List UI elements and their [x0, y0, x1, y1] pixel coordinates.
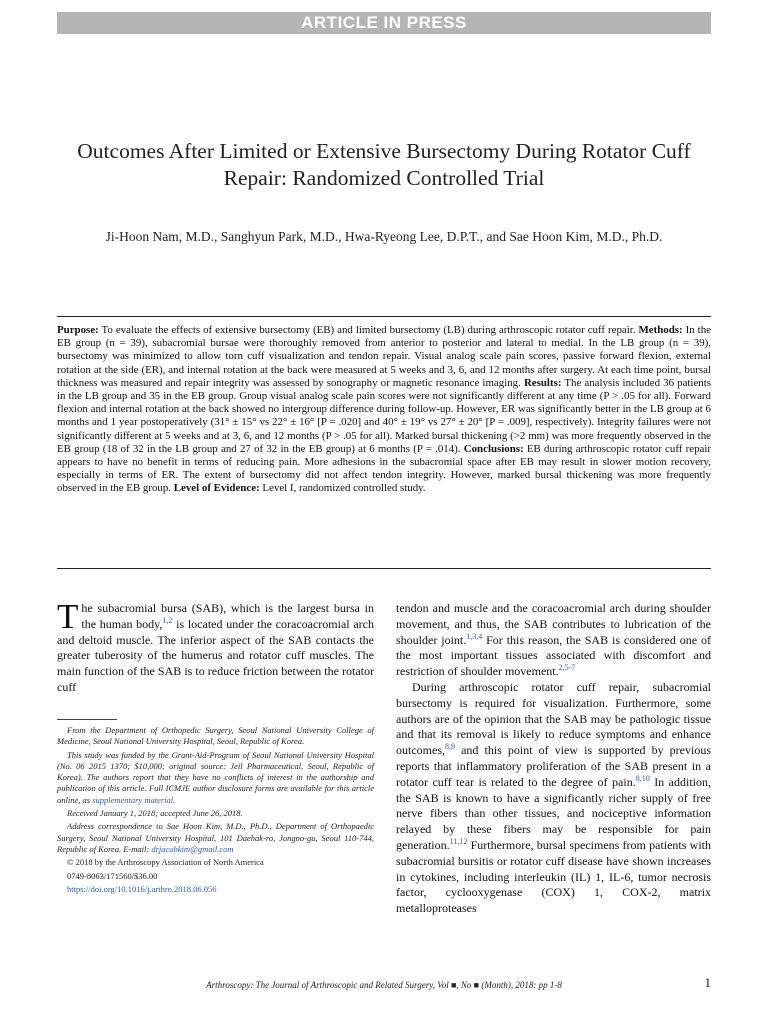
issn-note: 0749-8063/171560/$36.00 — [67, 870, 158, 881]
received-note: Received January 1, 2018; accepted June 26, 2018. — [67, 808, 243, 819]
citation-link[interactable]: 1,3,4 — [466, 631, 483, 641]
purpose-text: To evaluate the effects of extensive bursectomy (EB) and limited bursectomy (LB) during arthroscopic rotator cuff repair. — [101, 324, 636, 336]
journal-footer: Arthroscopy: The Journal of Arthroscopic and Related Surgery, Vol ■, No ■ (Month), 2018: pp 1-8 — [206, 980, 562, 990]
abstract-bottom-rule — [57, 568, 711, 569]
author-list: Ji-Hoon Nam, M.D., Sanghyun Park, M.D., Hwa-Ryeong Lee, D.P.T., and Sae Hoon Kim, M.D., Ph.D. — [105, 229, 663, 244]
citation-link[interactable]: 8,9 — [445, 742, 455, 752]
citation-link[interactable]: 8,10 — [635, 773, 650, 783]
methods-text: In the EB group (n = 39), subacromial bursae were thoroughly removed from anterior to posterior and lateral to medial. In the LB group (n = 39), bursectomy was minimized to allow torn cuff visualization and tendon repair. Visual analog scale pain scores, passive forward flexion, external rotation at the side (ER), and internal rotation at the back were measured at 5 weeks and 3, 6, and 12 months after surgery. At each time point, bursal thickness was measured and repair integrity was assessed by sonography or magnetic resonance imaging. — [57, 324, 711, 389]
body-text: For this reason, the SAB is considered one of the most important tissues associated with discomfort and restriction of shoulder movement. — [396, 632, 711, 679]
level-text: Level I, randomized controlled study. — [262, 482, 426, 495]
conclusions-label: Conclusions: — [463, 442, 524, 455]
funding-text: This study was funded by the Grant-Aid-Program of Seoul National University Hospital (No. 06 2015 1370; $10,000; original source: Jeil Pharmaceutical, Seoul, Republic of Korea). The authors report that they have no conflicts of interest in the authorship and publication of this article. Full ICMJE author disclosure forms are available for this article online, as — [57, 749, 374, 805]
funding-note — [57, 750, 374, 806]
footnote-rule — [57, 719, 117, 720]
purpose-label: Purpose: — [57, 324, 99, 336]
body-text: he subacromial bursa (SAB), which is the largest bursa in the human body, — [81, 601, 374, 631]
level-label: Level of Evidence: — [173, 482, 260, 495]
body-column-left — [57, 597, 374, 696]
affiliation-note: From the Department of Orthopedic Surgery, Seoul National University College of Medicine, Seoul National University Hospital, Seoul, Republic of Korea. — [57, 725, 374, 747]
intro-paragraph-1 — [57, 597, 374, 696]
footnotes — [57, 725, 374, 897]
drop-cap: T — [57, 597, 79, 636]
body-text: and this point of view is supported by previous reports that inflammatory proliferation of the SAB present in a rotator cuff tear is related to the degree of pain. — [396, 743, 711, 789]
results-text: The analysis included 36 patients in the LB group and 35 in the EB group. Group visual analog scale pain scores were not significantly different at any time (P > .05 for all). Forward flexion and internal rotation at the back showed no intergroup difference during follow-up. However, ER was significantly better in the LB group at 6 months and 1 year postoperatively (31° ± 15° vs 22° ± 16° [P = .020] and 40° ± 19° vs 27° ± 20° [P = .009], respectively). Integrity failures were not significantly different at 5 weeks and at 3, 6, and 12 months (P > .05 for all). Marked bursal thickening (>2 mm) was more frequently observed in the EB group (18 of 32 in the LB group and 27 of 32 in the EB group) at 6 months (P = .014). — [57, 376, 711, 455]
address-text: Address correspondence to Sae Hoon Kim, M.D., Ph.D., Department of Orthopaedic Surgery, Seoul National University Hospital, 101 Daehak-ro, Jongno-gu, Seoul 110-744, Republic of Korea. E-mail: — [57, 821, 374, 854]
doi-link[interactable]: https://doi.org/10.1016/j.arthro.2018.06.056 — [67, 883, 217, 894]
intro-paragraph-1-continued — [396, 601, 711, 680]
citation-link[interactable]: 11,12 — [449, 836, 468, 846]
body-text: In addition, the SAB is known to have a significantly richer supply of free nerve fibers than other tissues, and nociceptive information relayed by these fibers may be responsible for pain generation. — [396, 774, 711, 852]
citation-link[interactable]: 1,2 — [162, 615, 173, 625]
body-text: During arthroscopic rotator cuff repair, subacromial bursectomy is required for visualization. Furthermore, some authors are of the opinion that the SAB may be pathologic tissue and that its removal is likely to reduce symptoms and enhance outcomes, — [396, 679, 711, 758]
address-note — [57, 821, 374, 855]
email-link[interactable]: drjacobkim@gmail.com — [151, 843, 234, 854]
page-number: 1 — [704, 975, 711, 990]
abstract — [57, 324, 711, 496]
conclusions-text: EB during arthroscopic rotator cuff repair appears to have no benefit in terms of reducing pain. More adhesions in the subacromial space after EB may result in slower motion recovery, especially in terms of ER. The extent of bursectomy did not affect tendon integrity. However, marked bursal thickening was more frequently observed in the EB group. — [57, 442, 711, 495]
abstract-top-rule — [57, 316, 711, 317]
article-in-press-banner: ARTICLE IN PRESS — [57, 12, 711, 34]
results-label: Results: — [523, 376, 562, 389]
copyright-note: © 2018 by the Arthroscopy Association of North America — [67, 857, 264, 868]
supplementary-material-link[interactable]: supplementary material — [92, 794, 174, 805]
body-text: tendon and muscle and the coracoacromial arch during shoulder movement, and thus, the SAB contributes to lubrication of the shoulder joint. — [396, 601, 711, 647]
intro-paragraph-2 — [396, 680, 711, 917]
body-text: is located under the coracoacromial arch and deltoid muscle. The inferior aspect of the SAB contacts the greater tuberosity of the humerus and rotator cuff muscles. The main function of the SAB is to reduce friction between the rotator cuff — [57, 616, 374, 694]
funding-text-end: . — [173, 794, 176, 805]
body-text: Furthermore, bursal specimens from patients with subacromial bursitis or rotator cuff disease have shown increases in cytokines, including interleukin (IL) 1, IL-6, tumor necrosis factor, cyclooxygenase (COX) 1, COX-2, matrix metalloproteases — [396, 837, 711, 916]
methods-label: Methods: — [638, 324, 683, 336]
doi-note — [57, 884, 374, 895]
article-title: Outcomes After Limited or Extensive Bursectomy During Rotator Cuff Repair: Randomized Controlled Trial — [77, 139, 691, 190]
citation-link[interactable]: 2,5-7 — [558, 663, 576, 673]
body-column-right — [396, 601, 711, 917]
